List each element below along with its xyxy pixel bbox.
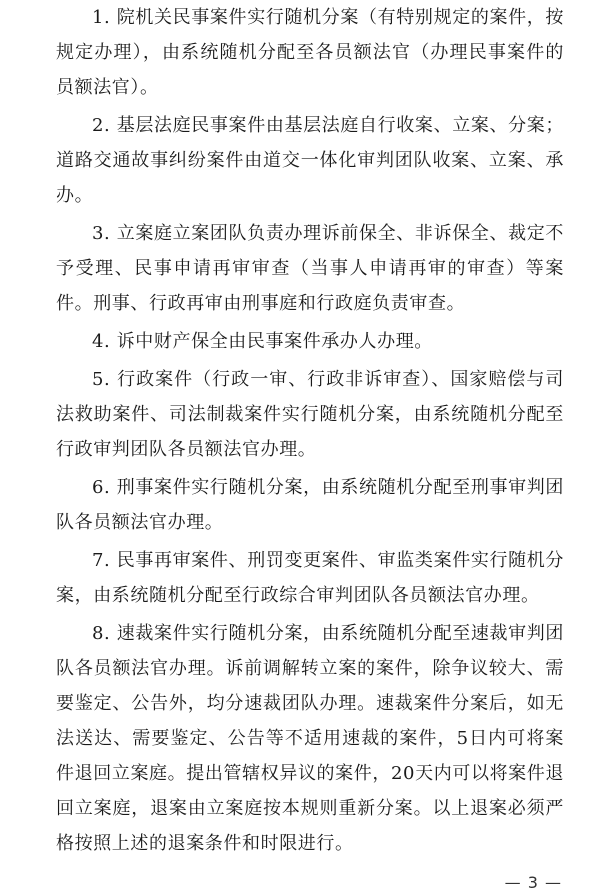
paragraph-8: 8. 速裁案件实行随机分案，由系统随机分配至速裁审判团队各员额法官办理。诉前调解转立案的案件，除争议较大、需要鉴定、公告外，均分速裁团队办理。速裁案件分案后，如无法送达、需要鉴定、公告等不适用速裁的案件，5日内可将案件退回立案庭。提出管辖权异议的案件，20天内可以将案件退回立案庭，退案由立案庭按本规则重新分案。以上退案必须严格按照上述的退案条件和时限进行。 bbox=[56, 623, 564, 854]
paragraph-2: 2. 基层法庭民事案件由基层法庭自行收案、立案、分案；道路交通故事纠纷案件由道交一体化审判团队收案、立案、承办。 bbox=[56, 115, 564, 206]
paragraph-5: 5. 行政案件（行政一审、行政非诉审查）、国家赔偿与司法救助案件、司法制裁案件实行随机分案，由系统随机分配至行政审判团队各员额法官办理。 bbox=[56, 369, 564, 460]
paragraph-4: 4. 诉中财产保全由民事案件承办人办理。 bbox=[92, 331, 433, 352]
paragraph-1: 1. 院机关民事案件实行随机分案（有特别规定的案件，按规定办理），由系统随机分配至各员额法官（办理民事案件的员额法官）。 bbox=[56, 7, 564, 98]
paragraph-7: 7. 民事再审案件、刑罚变更案件、审监类案件实行随机分案，由系统随机分配至行政综合审判团队各员额法官办理。 bbox=[56, 550, 564, 606]
document-body bbox=[56, 0, 564, 864]
page-number: — 3 — bbox=[504, 873, 562, 892]
paragraph-6: 6. 刑事案件实行随机分案，由系统随机分配至刑事审判团队各员额法官办理。 bbox=[56, 477, 564, 533]
paragraph-3: 3. 立案庭立案团队负责办理诉前保全、非诉保全、裁定不予受理、民事申请再审审查（当事人申请再审的审查）等案件。刑事、行政再审由刑事庭和行政庭负责审查。 bbox=[56, 223, 564, 314]
